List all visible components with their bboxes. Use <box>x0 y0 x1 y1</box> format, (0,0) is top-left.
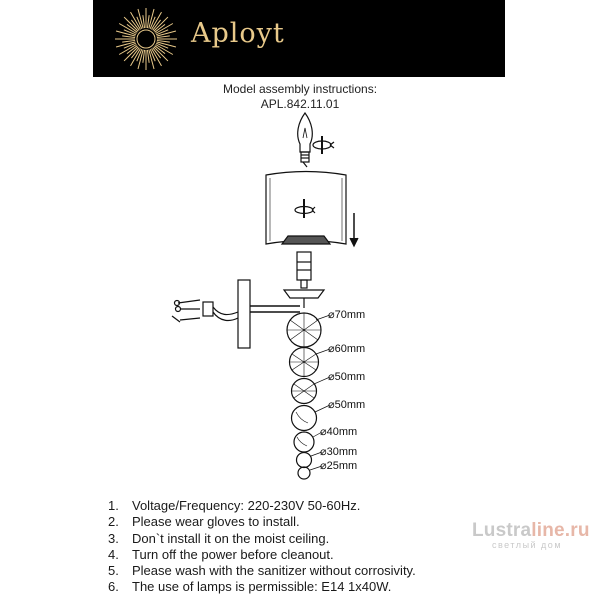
dimension-label: ⌀50mm <box>328 399 366 411</box>
dimension-label: ⌀30mm <box>320 446 358 458</box>
watermark <box>472 520 590 550</box>
instructions-list <box>108 498 416 596</box>
bead-50 <box>292 406 317 431</box>
dimension-label: ⌀25mm <box>320 460 358 472</box>
list-item: 5. Please wash with the sanitizer without corrosivity. <box>108 563 416 579</box>
model-number: APL.842.11.01 <box>260 97 340 111</box>
list-item: 4. Turn off the power before cleanout. <box>108 546 334 562</box>
lampshade-icon <box>266 172 346 245</box>
dimension-label: ⌀60mm <box>328 343 366 355</box>
rotate-arrow-icon <box>313 136 334 154</box>
crystal-bead-50 <box>292 379 317 404</box>
down-arrow-icon <box>350 213 358 246</box>
dimension-label: ⌀70mm <box>328 309 366 321</box>
dimension-label: ⌀40mm <box>320 426 358 438</box>
dimension-label: ⌀50mm <box>328 371 366 383</box>
crystal-bead-60 <box>290 348 319 377</box>
bead-25 <box>298 467 310 479</box>
mounting-screws-icon <box>172 300 238 322</box>
list-item: 2. Please wear gloves to install. <box>108 514 300 530</box>
bulb-icon <box>298 113 313 167</box>
crystal-bead-70 <box>287 313 321 347</box>
list-item: 6. The use of lamps is permissible: E14 1x40W. <box>108 579 392 595</box>
list-item: 1. Voltage/Frequency: 220-230V 50-60Hz. <box>108 498 361 513</box>
bobeche-icon <box>284 290 324 298</box>
watermark-accent-text: line.ru <box>531 520 590 541</box>
list-item: 3. Don`t install it on the moist ceiling. <box>108 530 330 546</box>
watermark-text: Lustra <box>472 520 532 541</box>
bead-30 <box>297 453 312 468</box>
brand-name: Aployt <box>191 18 285 49</box>
lamp-socket-icon <box>297 252 311 288</box>
rotate-arrow-icon <box>295 199 315 218</box>
wall-plate-icon <box>238 280 250 348</box>
bead-40 <box>294 432 314 452</box>
document-title: Model assembly instructions: <box>222 82 378 96</box>
watermark-subtitle: светлый дом <box>492 540 563 550</box>
